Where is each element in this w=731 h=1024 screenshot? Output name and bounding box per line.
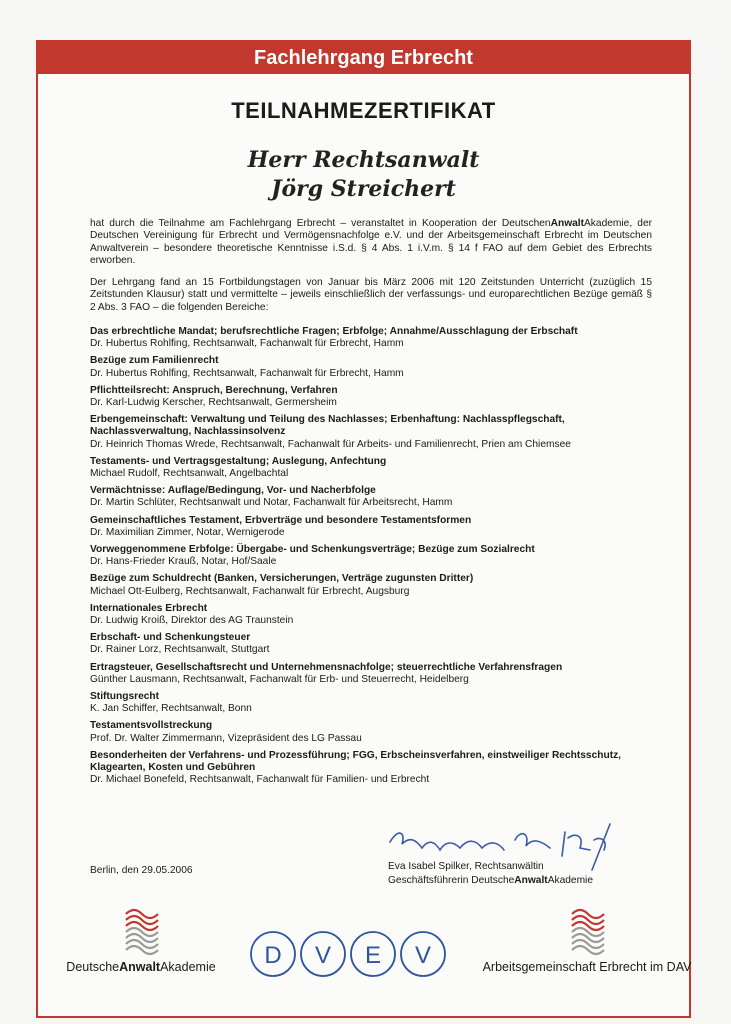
intro-text-bold: Anwalt [550, 218, 585, 229]
topic-item [90, 544, 660, 568]
signer-role-bold: Anwalt [514, 875, 548, 886]
topic-lecturer: Dr. Hans-Frieder Krauß, Notar, Hof/Saale [90, 556, 277, 568]
topics-list [90, 326, 660, 792]
topic-item [90, 662, 660, 686]
arge-erbrecht-logo-text: Arbeitsgemeinschaft Erbrecht im DAV [482, 960, 692, 974]
topic-lecturer: Dr. Martin Schlüter, Rechtsanwalt und Notar, Fachanwalt für Arbeitsrecht, Hamm [90, 497, 453, 509]
topic-item [90, 750, 660, 787]
course-paragraph: Der Lehrgang fand an 15 Fortbildungstagen von Januar bis März 2006 mit 120 Zeitstunden Unterricht (zuzüglich 15 Zeitstunden Klausur) statt und vermittelte – jeweils einschließlich der verfassungs- und europarechtlichen Bezüge gemäß § 2 Abs. 3 FAO – die folgenden Bereiche: [90, 277, 652, 313]
topic-title: Erbengemeinschaft: Verwaltung und Teilung des Nachlasses; Erbenhaftung: Nachlasspflegschaft, Nachlassverwaltung, Nachlassinsolvenz [90, 414, 565, 438]
intro-paragraph [90, 218, 652, 268]
topic-title: Ertragsteuer, Gesellschaftsrecht und Unternehmensnachfolge; steuerrechtliche Verfahrensfragen [90, 661, 563, 673]
anwaltakademie-logo [46, 904, 236, 974]
header-banner: Fachlehrgang Erbrecht [38, 42, 689, 74]
topic-item [90, 485, 660, 509]
topic-item [90, 515, 660, 539]
topic-item [90, 456, 660, 480]
recipient-line-2: Jörg Streichert [271, 176, 456, 202]
topic-title: Besonderheiten der Verfahrens- und Prozessführung; FGG, Erbscheinsverfahren, einstweiliger Rechtsschutz, Klagearten, Kosten und Gebühren [90, 749, 622, 774]
dvev-letter-v2: V [414, 942, 432, 969]
topic-item [90, 720, 660, 744]
dvev-letter-v1: V [314, 942, 332, 969]
intro-text-1: hat durch die Teilnahme am Fachlehrgang Erbrecht – veranstaltet in Kooperation der Deutschen [90, 218, 551, 229]
dvev-letter-d: D [264, 942, 282, 969]
logo-left-suffix: Akademie [160, 960, 216, 974]
topic-lecturer: Dr. Heinrich Thomas Wrede, Rechtsanwalt, Fachanwalt für Arbeits- und Familienrecht, Prien am Chiemsee [90, 438, 571, 450]
topic-item [90, 691, 660, 715]
topic-item [90, 573, 660, 597]
topic-lecturer: Dr. Maximilian Zimmer, Notar, Wernigerode [90, 526, 285, 538]
topic-item [90, 632, 660, 656]
wave-logo-icon [566, 904, 608, 956]
intro-text-2: Akademie, der Deutschen Vereinigung für Erbrecht und Vermögensnachfolge e.V. und der Arbeitsgemeinschaft Erbrecht im Deutschen Anwaltverein – besondere theoretische Kenntnisse i.S.d. § 4 Abs. 1 i.V.m. § 14 f FAO auf dem Gebiet des Erbrechts erworben. [90, 218, 652, 267]
topic-title: Testamentsvollstreckung [90, 720, 213, 732]
topic-item [90, 414, 660, 451]
topic-title: Stiftungsrecht [90, 691, 160, 703]
topic-title: Testaments- und Vertragsgestaltung; Auslegung, Anfechtung [90, 455, 387, 467]
topic-lecturer: Dr. Karl-Ludwig Kerscher, Rechtsanwalt, Germersheim [90, 397, 337, 409]
topic-item [90, 385, 660, 409]
logo-left-prefix: Deutsche [66, 960, 120, 974]
topic-lecturer: Prof. Dr. Walter Zimmermann, Vizepräsident des LG Passau [90, 732, 362, 744]
recipient-line-1: Herr Rechtsanwalt [247, 147, 480, 173]
topic-title: Internationales Erbrecht [90, 602, 208, 614]
dvev-logo [246, 929, 450, 979]
signer-block [388, 860, 593, 888]
topic-lecturer: Michael Rudolf, Rechtsanwalt, Angelbachtal [90, 468, 289, 480]
certificate-title: TEILNAHMEZERTIFIKAT [231, 98, 496, 123]
topic-lecturer: Michael Ott-Eulberg, Rechtsanwalt, Fachanwalt für Erbrecht, Augsburg [90, 585, 410, 597]
signer-role-suffix: Akademie [547, 875, 593, 886]
topic-title: Erbschaft- und Schenkungsteuer [90, 632, 251, 644]
signer-name: Eva Isabel Spilker, Rechtsanwältin [388, 861, 544, 872]
signer-role [388, 874, 593, 888]
topic-lecturer: Dr. Ludwig Kroiß, Direktor des AG Traunstein [90, 615, 294, 627]
topic-title: Das erbrechtliche Mandat; berufsrechtliche Fragen; Erbfolge; Annahme/Ausschlagung der Erbschaft [90, 326, 578, 337]
place-date: Berlin, den 29.05.2006 [90, 865, 193, 876]
topic-title: Vorweggenommene Erbfolge: Übergabe- und Schenkungsverträge; Bezüge zum Sozialrecht [90, 544, 535, 556]
topic-lecturer: Dr. Hubertus Rohlfing, Rechtsanwalt, Fachanwalt für Erbrecht, Hamm [90, 367, 404, 379]
topic-lecturer: Dr. Hubertus Rohlfing, Rechtsanwalt, Fachanwalt für Erbrecht, Hamm [90, 338, 404, 350]
topic-lecturer: K. Jan Schiffer, Rechtsanwalt, Bonn [90, 703, 252, 715]
topic-lecturer: Dr. Rainer Lorz, Rechtsanwalt, Stuttgart [90, 644, 270, 656]
signer-role-prefix: Geschäftsführerin Deutsche [388, 875, 515, 886]
topic-lecturer: Dr. Michael Bonefeld, Rechtsanwalt, Fachanwalt für Familien- und Erbrecht [90, 774, 430, 786]
certificate-frame [36, 40, 691, 1018]
logo-left-bold: Anwalt [119, 960, 161, 974]
anwaltakademie-logo-text [46, 960, 236, 974]
arge-erbrecht-logo [472, 904, 702, 974]
wave-logo-icon [120, 904, 162, 956]
topic-title: Bezüge zum Familienrecht [90, 355, 219, 367]
topic-item [90, 355, 660, 379]
topic-title: Pflichtteilsrecht: Anspruch, Berechnung, Verfahren [90, 384, 338, 396]
topic-title: Gemeinschaftliches Testament, Erbverträge und besondere Testamentsformen [90, 514, 472, 526]
topic-item [90, 326, 660, 350]
topic-title: Bezüge zum Schuldrecht (Banken, Versicherungen, Verträge zugunsten Dritter) [90, 573, 474, 585]
dvev-letter-e: E [364, 942, 382, 969]
topic-title: Vermächtnisse: Auflage/Bedingung, Vor- und Nacherbfolge [90, 485, 376, 497]
topic-lecturer: Günther Lausmann, Rechtsanwalt, Fachanwalt für Erb- und Steuerrecht, Heidelberg [90, 673, 469, 685]
topic-item [90, 603, 660, 627]
